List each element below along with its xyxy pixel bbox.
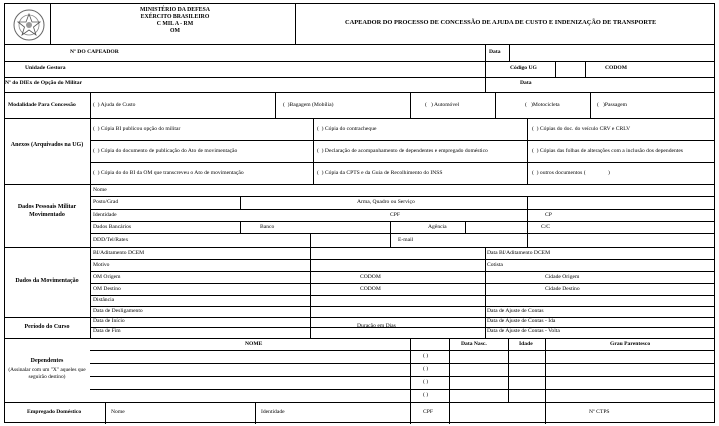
checkbox-bagagem[interactable]: ( )Bagagem (Mobília) xyxy=(283,102,334,108)
anexo-item[interactable]: ( ) outros documentos ( ) xyxy=(532,170,610,176)
nome-label: Nome xyxy=(93,187,107,193)
anexo-item[interactable]: ( ) Cópias das folhas de alterações com a inclusão dos dependentes xyxy=(532,148,683,154)
empregado-identidade-label: Identidade xyxy=(261,409,285,415)
empregado-cpf-label: CPF xyxy=(423,409,433,415)
dependente-checkbox[interactable]: ( ) xyxy=(423,379,429,385)
capeador-label: Nº DO CAPEADOR xyxy=(70,49,119,55)
dependente-checkbox[interactable]: ( ) xyxy=(423,353,429,359)
banco-label: Banco xyxy=(260,224,275,230)
checkbox-ajuda-custo[interactable]: ( ) Ajuda de Custo xyxy=(93,102,136,108)
identidade-label: Identidade xyxy=(93,212,117,218)
modalidade-label: Modalidade Para Concessão xyxy=(8,102,76,108)
codom-origem-label: CODOM xyxy=(360,274,381,280)
empregado-ctps-label: Nº CTPS xyxy=(589,409,610,415)
anexo-item[interactable]: ( ) Declaração de acompanhamento de dependentes e empregado doméstico xyxy=(317,148,488,154)
header-line2: EXÉRCITO BRASILEIRO xyxy=(140,14,210,20)
motivo-label: Motivo xyxy=(93,262,110,268)
cpf-label: CPF xyxy=(390,212,400,218)
header-line1: MINISTÉRIO DA DEFESA xyxy=(140,7,210,13)
cp-label: CP xyxy=(545,212,552,218)
anexos-label: Anexos (Arquivados na UG) xyxy=(10,142,84,148)
form-frame xyxy=(4,3,715,423)
unidade-gestora-label: Unidade Gestora xyxy=(25,65,66,71)
anexo-item[interactable]: ( ) Cópia do do BI da OM que transcreveu o Ato de movimentação xyxy=(93,170,244,176)
ddd-label: DDD/Tel/Ratex xyxy=(93,237,129,243)
arma-label: Arma, Quadro ou Serviço xyxy=(357,199,415,205)
header-line3: C MIL A - RM xyxy=(156,21,194,27)
col-idade: Idade xyxy=(519,341,533,347)
cidade-origem-label: Cidade Origem xyxy=(545,274,580,280)
data-bi-label: Data BI/Aditamento DCEM xyxy=(487,250,551,256)
inicio-label: Data de Início xyxy=(93,318,125,324)
ajuste-contas-label: Data de Ajuste de Contas xyxy=(487,308,544,314)
movimentacao-label: Dados da Movimentação xyxy=(15,278,79,284)
data-label: Data xyxy=(489,49,501,55)
data2-label: Data xyxy=(520,80,532,86)
checkbox-passagem[interactable]: ( )Passagem xyxy=(597,102,627,108)
codom-destino-label: CODOM xyxy=(360,286,381,292)
fim-label: Data de Fim xyxy=(93,328,121,334)
diex-label: Nº do DIEx de Opção do Militar xyxy=(5,80,83,86)
coat-of-arms-icon xyxy=(12,8,46,42)
codigo-ug-label: Código UG xyxy=(510,65,537,71)
ajuste-volta-label: Data de Ajuste de Contas - Volta xyxy=(487,328,560,334)
ajuste-ida-label: Data de Ajuste de Contas - Ida xyxy=(487,318,556,324)
desligamento-label: Data de Desligamento xyxy=(93,308,143,314)
agencia-label: Agência xyxy=(428,224,447,230)
checkbox-motocicleta[interactable]: ( )Motocicleta xyxy=(525,102,560,108)
cidade-destino-label: Cidade Destino xyxy=(545,286,580,292)
distancia-label: Distância xyxy=(93,297,115,303)
curso-label: Período do Curso xyxy=(24,324,70,330)
cotista-label: Cotista xyxy=(487,262,503,268)
posto-label: Posto/Grad xyxy=(93,199,119,205)
header-line4: OM xyxy=(170,28,180,34)
dependente-checkbox[interactable]: ( ) xyxy=(423,392,429,398)
anexo-item[interactable]: ( ) Cópia da CPTS e da Guia de Recolhimento do INSS xyxy=(317,170,443,176)
dependentes-note: (Assinalar com um "X" aqueles que seguirão destino) xyxy=(8,367,86,380)
dados-pessoais-label: Dados Pessoais Militar Movimentado xyxy=(17,204,77,218)
om-destino-label: OM Destino xyxy=(93,286,121,292)
dependente-checkbox[interactable]: ( ) xyxy=(423,366,429,372)
anexo-item[interactable]: ( ) Cópia do contracheque xyxy=(317,126,377,132)
email-label: E-mail xyxy=(398,237,414,243)
bi-dcem-label: BI/Aditamento DCEM xyxy=(93,250,145,256)
col-grau: Grau Parentesco xyxy=(610,341,651,347)
form-title: CAPEADOR DO PROCESSO DE CONCESSÃO DE AJUDA DE CUSTO E INDENIZAÇÃO DE TRANSPORTE xyxy=(345,19,657,26)
col-data-nasc: Data Nasc. xyxy=(461,341,487,347)
dados-bancarios-label: Dados Bancários xyxy=(93,224,132,230)
anexo-item[interactable]: ( ) Cópias do doc. do veículo CRV e CRLV xyxy=(532,126,631,132)
duracao-label: Duração em Dias xyxy=(357,323,396,329)
empregado-label: Empregado Doméstico xyxy=(27,409,82,415)
anexo-item[interactable]: ( ) Cópia do documento de publicação do Ato de movimentação xyxy=(93,148,238,154)
om-origem-label: OM Origem xyxy=(93,274,121,280)
anexo-item[interactable]: ( ) Cópia BI publicou opção do militar xyxy=(93,126,181,132)
cc-label: C/C xyxy=(541,224,551,230)
col-nome: NOME xyxy=(245,341,263,347)
empregado-nome-label: Nome xyxy=(111,409,125,415)
dependentes-label: Dependentes xyxy=(30,358,64,364)
checkbox-automovel[interactable]: ( ) Automóvel xyxy=(425,102,460,108)
codom-label: CODOM xyxy=(605,65,628,71)
